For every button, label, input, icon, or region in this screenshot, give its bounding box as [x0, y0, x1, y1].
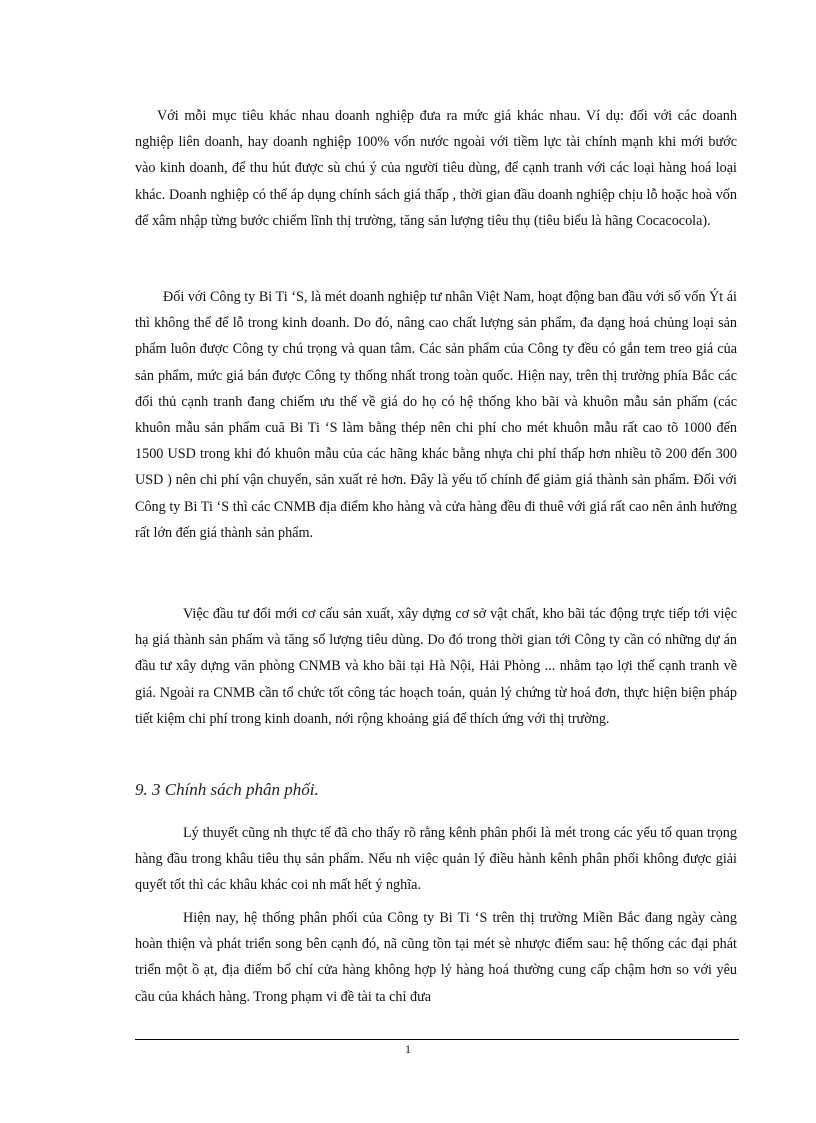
footer-divider [135, 1039, 739, 1040]
section-heading: 9. 3 Chính sách phân phối. [135, 780, 319, 799]
page-number: 1 [405, 1042, 411, 1056]
paragraph-company-pricing: Đối với Công ty Bi Ti ‘S, là mét doanh nghiệp tư nhân Việt Nam, hoạt động ban đầu với số vốn Ýt ái thì không thể để lỗ trong kinh doanh. Do đó, nâng cao chất lượng sản phẩm, đa dạng hoá chủng loại sản phẩm luôn được Công ty chú trọng và quan tâm. Các sản phẩm của Công ty đều có gắn tem treo giá của sản phẩm, mức giá bán được Công ty thống nhất trong toàn quốc. Hiện nay, trên thị trường phía Bắc các đối thủ cạnh tranh đang chiếm ưu thế về giá do họ có hệ thống kho bãi và khuôn mẫu sản phẩm (các khuôn mẫu sản phẩm cuă Bi Ti ‘S làm bằng thép nên chi phí cho mét khuôn mẫu rất cao tõ 1000 đến 1500 USD trong khi đó khuôn mẫu của các hãng khác bằng nhựa chi phí thấp hơn nhiều tõ 200 đến 300 USD ) nên chi phí vận chuyển, sản xuất rẻ hơn. Đây là yếu tố chính để giảm giá thành sản phẩm. Đối với Công ty Bi Ti ‘S thì các CNMB địa điểm kho hàng và cửa hàng đều đi thuê với giá rất cao nên ảnh hưởng rất lớn đến giá thành sản phẩm. [135, 289, 737, 541]
paragraph-distribution-theory: Lý thuyết cũng nh thực tế đã cho thấy rõ rằng kênh phân phối là mét trong các yếu tố quan trọng hàng đầu trong khâu tiêu thụ sản phẩm. Nếu nh việc quản lý điều hành kênh phân phối không được giải quyết tốt thì các khâu khác coi nh mất hết ý nghĩa. [135, 825, 737, 894]
paragraph-pricing-strategy: Với mỗi mục tiêu khác nhau doanh nghiệp đưa ra mức giá khác nhau. Ví dụ: đối với các doanh nghiệp liên doanh, hay doanh nghiệp 100% vốn nước ngoài với tiềm lực tài chính mạnh khi mới bước vào kinh doanh, để thu hút được sù chú ý của người tiêu dùng, để cạnh tranh với các loại hàng hoá loại khác. Doanh nghiệp có thể áp dụng chính sách giá thấp , thời gian đầu doanh nghiệp chịu lỗ hoặc hoà vốn để xâm nhập từng bước chiếm lĩnh thị trường, tăng sản lượng tiêu thụ (tiêu biểu là hãng Cocacocola). [135, 108, 737, 229]
paragraph-distribution-system: Hiện nay, hệ thống phân phối của Công ty Bi Ti ‘S trên thị trường Miền Bắc đang ngày càng hoàn thiện và phát triển song bên cạnh đó, nã cũng tồn tại mét sè nhược điểm sau: hệ thống các đại phát triển một ồ ạt, địa điểm bố chí cửa hàng không hợp lý hàng hoá thường cung cấp chậm hơn so với yêu cầu của khách hàng. Trong phạm vi đề tài ta chỉ đưa [135, 910, 737, 1005]
paragraph-investment: Việc đầu tư đổi mới cơ cấu sản xuất, xây dựng cơ sở vật chất, kho bãi tác động trực tiếp tới việc hạ giá thành sản phẩm và tăng số lượng tiêu dùng. Do đó trong thời gian tới Công ty cần có những dự án đầu tư xây dựng văn phòng CNMB và kho bãi tại Hà Nội, Hải Phòng ... nhằm tạo lợi thế cạnh tranh về giá. Ngoài ra CNMB cần tổ chức tốt công tác hoạch toán, quản lý chứng từ hoá đơn, thực hiện biện pháp tiết kiệm chi phí trong kinh doanh, nới rộng khoảng giá để thích ứng với thị trường. [135, 606, 737, 727]
